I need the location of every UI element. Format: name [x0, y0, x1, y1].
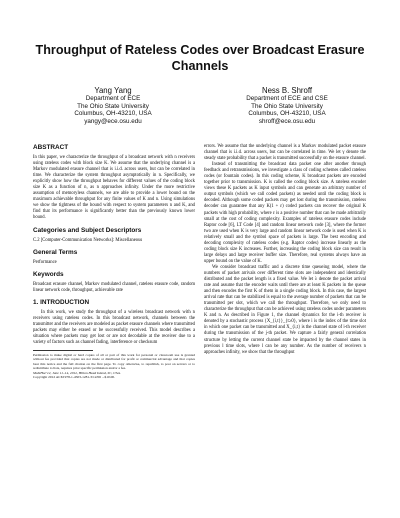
body-paragraph: errors. We assume that the underlying channel is a Markov modulated packet erasure channel that is i.i.d. across users, but can be correlated in time. We let γ denote the steady state probability that a packet is transmitted successfully on the erasure channel.: [204, 144, 366, 162]
author-email: yangy@ece.osu.edu: [84, 117, 142, 125]
body-paragraph: We consider broadcast traffic and a discrete time queueing model, where the numbers of packet arrivals over different time slots are independent and identically distributed and the packet length is a fixed value. We let λ denote the packet arrival rate and assume that the encoder waits until there are at least K packets in the queue and then encodes the first K of them in a single coding block. In this case, the largest arrival rate that can be stabilized is equal to the average number of packets that can be transmitted per slot, which we call the throughput. Therefore, we only need to characterize the throughput that can be achieved using rateless codes under parameters K and n. As described in Figure 1, the channel dynamics for the i-th receiver is denoted by a stochastic process {X_{i,t}}_{t≥0}, where i is the index of the time slot in which one packet can be transmitted and X_{i,t} is the channel state of i-th receiver during the transmission of the j-th packet. We capture a fairly general correlation structure by letting the current channel state be impacted by the channel states in previous l time slots, where l can be any number. As the number of receivers n approaches infinity, we show that the throughput: [204, 264, 366, 355]
permission-footnote: Permission to make digital or hard copies of all or part of this work for personal or classroom use is granted without fee provided that copies are not made or distributed for profit or commercial advantage and that copies bear this notice and the full citation on the first page. To copy otherwise, to republish, to post on servers or to redistribute to lists, requires prior specific permission and/or a fee.: [33, 352, 195, 371]
author-city: Columbus, OH-43210, USA: [248, 110, 326, 118]
terms-text: Performance: [33, 259, 57, 265]
terms-heading: General Terms: [33, 248, 78, 256]
introduction-heading: 1. INTRODUCTION: [33, 298, 90, 306]
author-dept: Department of ECE and CSE: [246, 95, 328, 102]
author-name: Ness B. Shroff: [261, 86, 313, 95]
author-block-2: [202, 86, 372, 125]
author-block-1: [28, 86, 198, 125]
venue-line: MobiHoc'12, June 11–14, 2012, Hilton Head Island, SC, USA.: [33, 370, 121, 375]
abstract-heading: ABSTRACT: [33, 144, 69, 151]
author-univ: The Ohio State University: [251, 102, 323, 110]
left-column: [33, 144, 195, 379]
author-email: shroff@ece.osu.edu: [258, 117, 316, 125]
abstract-text: In this paper, we characterize the throughput of a broadcast network with n receivers using rateless codes with block size K. We assume that the underlying channel is a Markov modulated erasure channel that is i.i.d. across users, but can be correlated in time. We characterize the system throughput asymptotically in n. Specifically, we explicitly show how the throughput behaves for different values of the coding block size K as a function of n, as n approaches infinity. Under the more restrictive assumption of memoryless channels, we are able to provide a lower bound on the maximum achievable throughput for any finite values of K and n. Using simulations we show the tightness of the bound with respect to system parameters n and K, and find that its performance is significantly better than the previously known lower bound.: [33, 155, 195, 221]
body-paragraph: Instead of transmitting the broadcast data packet one after another through feedback and retransmissions, we investigate a class of coding schemes called rateless codes (or fountain codes). In this coding scheme, K broadcast packets are encoded together prior to transmission. K is called the coding block size. A rateless encoder views these K packets as K input symbols and can generate an arbitrary number of output symbols (which we call coded packets) as needed until the coding block is decoded. Although some coded packets may get lost during the transmission, rateless decoder can guarantee that any K(1 + ε) coded packets can recover the original K packets with high probability, where ε is a positive number that can be made arbitrarily small at the cost of coding complexity. Examples of rateless erasure codes include Raptor code [6], LT Code [4] and random linear network code [3], where the former two are used when K is very large and random linear network code is used when K is relatively small and the symbol space of packets is large. The best encoding and decoding complexity of rateless codes (e.g. Raptor codes) increase linearly as the coding block size K increases. Further, increasing the coding block size can result in large delays and large receiver buffer size. Therefore, real systems always have an upper bound on the value of K.: [204, 162, 366, 264]
copyright-line: Copyright 2012 ACM 978-1-4503-1281-3/12/06 ...$10.00.: [33, 375, 115, 380]
footnote-rule: [33, 350, 93, 351]
paper-title: Throughput of Rateless Codes over Broadcast Erasure Channels: [35, 43, 365, 73]
right-column: [204, 144, 366, 356]
author-name: Yang Yang: [94, 86, 132, 95]
introduction-paragraph: In this work, we study the throughput of a wireless broadcast network with n receivers using rateless codes. In this broadcast network, channels between the transmitter and the receivers are modeled as packet erasure channels where transmitted packets may either be erased or be successfully received. This model describes a situation where packets may get lost or are not decodable at the receiver due to a variety of factors such as channel fading, interference or checksum: [33, 309, 195, 345]
keywords-heading: Keywords: [33, 270, 64, 278]
keywords-text: Broadcast erasure channel, Markov modulated channel, rateless erasure code, random linear network code, throughput, achievable rate: [33, 281, 195, 293]
categories-text: C.2 [Computer-Communication Networks]: Miscellaneous: [33, 237, 143, 243]
author-dept: Department of ECE: [85, 95, 141, 102]
author-city: Columbus, OH-43210, USA: [74, 110, 152, 118]
author-univ: The Ohio State University: [77, 102, 149, 110]
categories-heading: Categories and Subject Descriptors: [33, 226, 142, 234]
